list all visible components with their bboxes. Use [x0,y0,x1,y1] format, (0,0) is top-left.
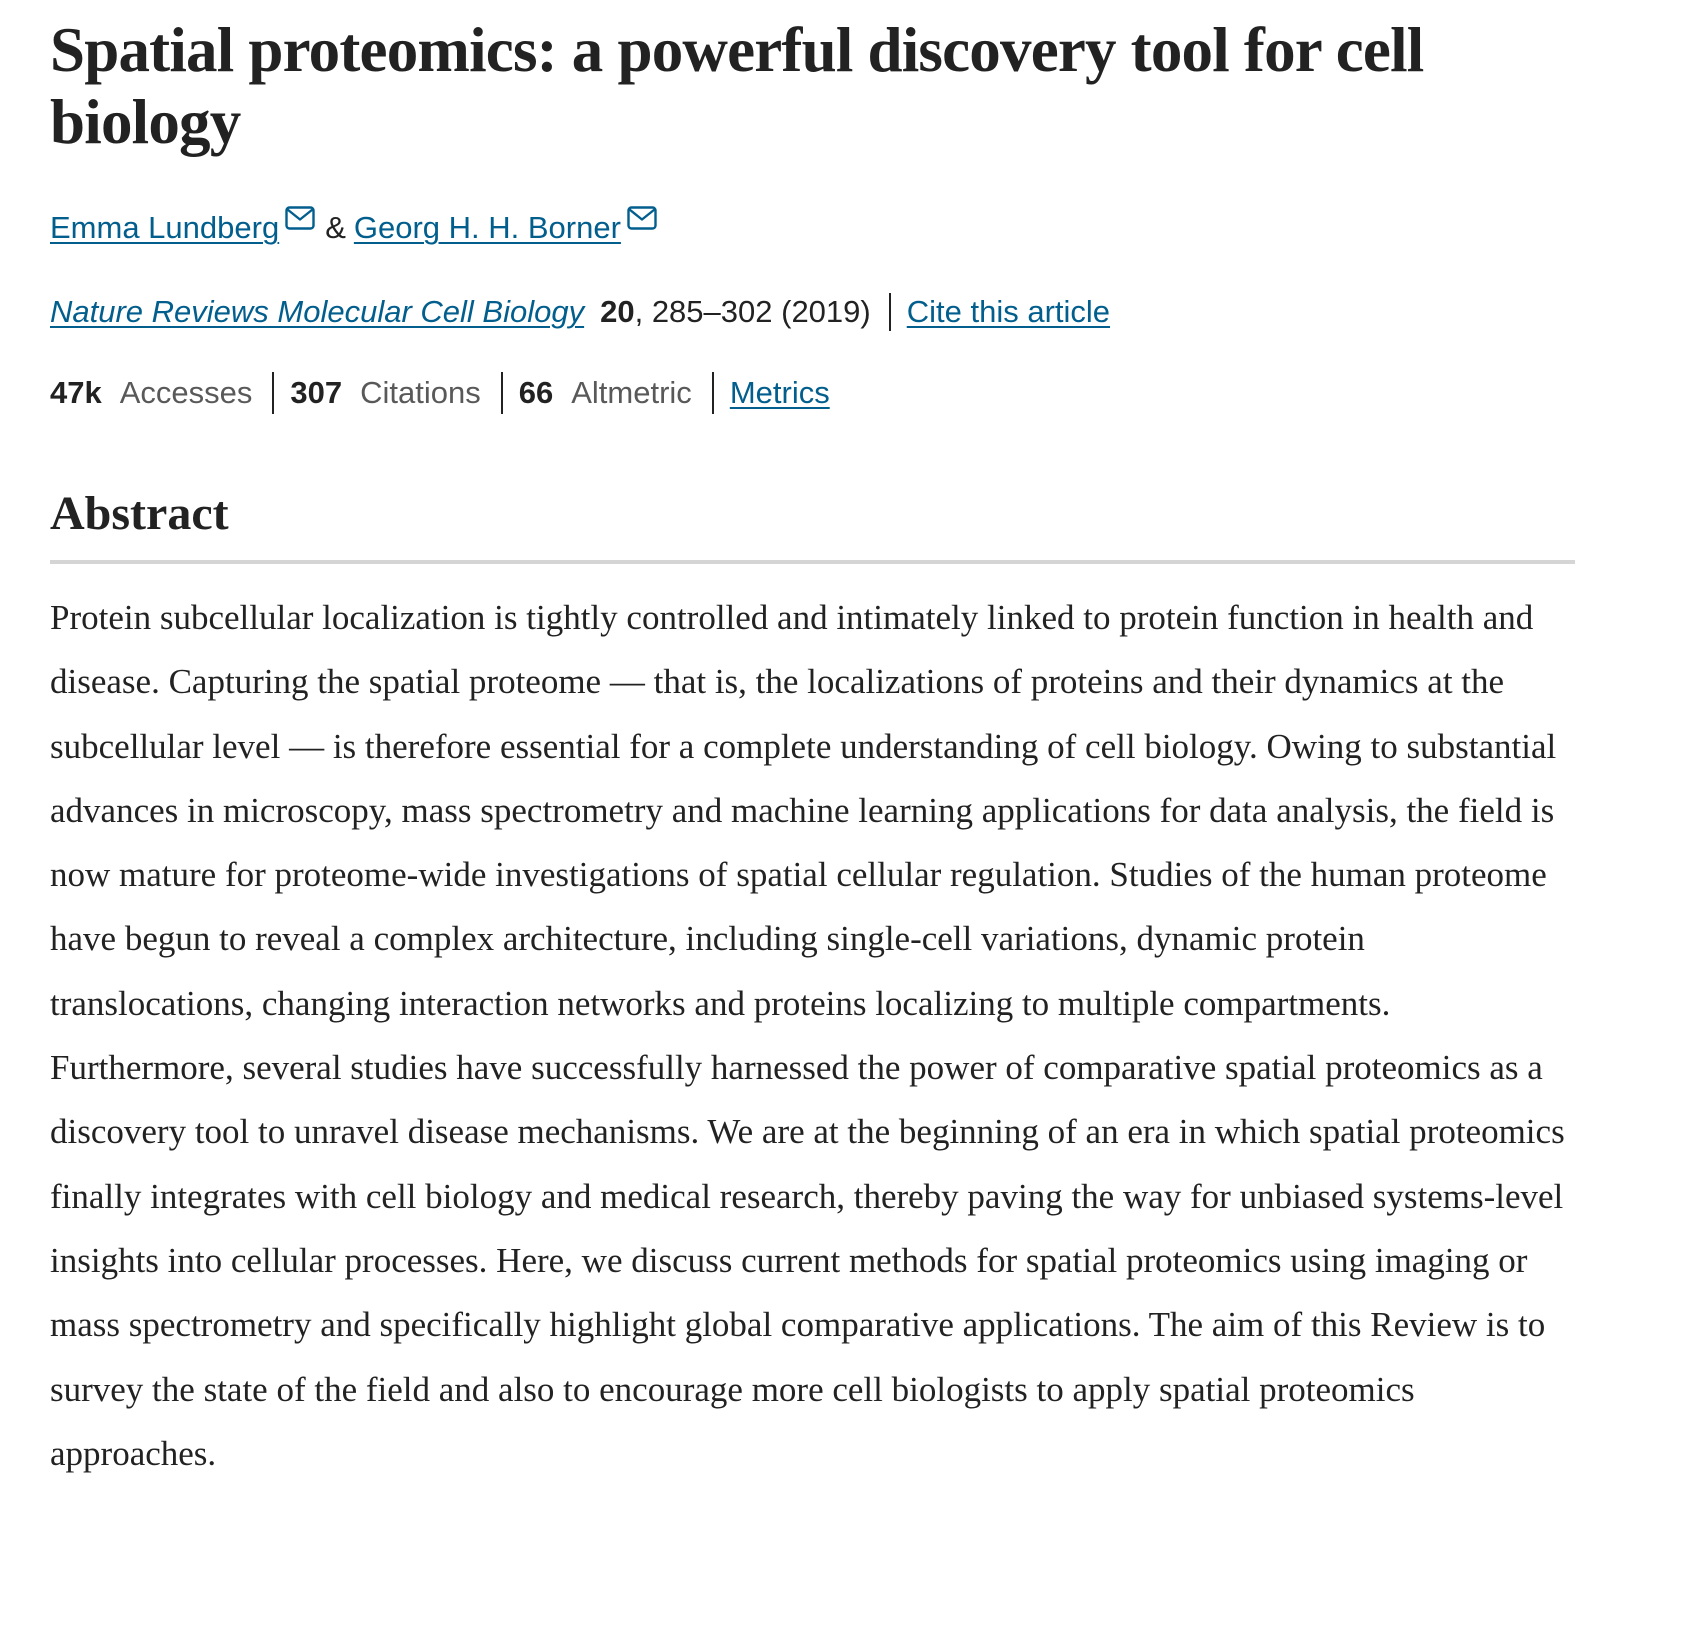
mail-icon[interactable] [627,206,657,230]
article-metrics [50,372,1570,414]
author-list [50,206,1570,248]
abstract-text: Protein subcellular localization is tightly controlled and intimately linked to protein function in health and disease. Capturing the spatial proteome — that is, the localizations of proteins and their dynamics at the subcellular level — is therefore essential for a complete understanding of cell biology. Owing to substantial advances in microscopy, mass spectrometry and machine learning applications for data analysis, the field is now mature for proteome-wide investigations of spatial cellular regulation. Studies of the human proteome have begun to reveal a complex architecture, including single-cell variations, dynamic protein translocations, changing interaction networks and proteins localizing to multiple compartments. Furthermore, several studies have successfully harnessed the power of comparative spatial proteomics as a discovery tool to unravel disease mechanisms. We are at the beginning of an era in which spatial proteomics finally integrates with cell biology and medical research, thereby paving the way for unbiased systems-level insights into cellular processes. Here, we discuss current methods for spatial proteomics using imaging or mass spectrometry and specifically highlight global comparative applications. The aim of this Review is to survey the state of the field and also to encourage more cell biologists to apply spatial proteomics approaches. [50,598,1565,1473]
divider [889,293,891,331]
mail-icon[interactable] [285,206,315,230]
abstract-heading: Abstract [50,487,229,540]
metrics-link[interactable]: Metrics [729,375,830,410]
altmetric-score: 66 [518,375,554,410]
journal-link[interactable]: Nature Reviews Molecular Cell Biology [50,294,585,329]
divider [501,372,503,414]
article-title: Spatial proteomics: a powerful discovery tool for cell biology [50,15,1424,157]
section-divider [50,560,1575,564]
journal-pages-year: , 285–302 (2019) [634,294,871,329]
author-link-lundberg[interactable]: Emma Lundberg [50,210,280,245]
citation-line [50,292,1570,332]
divider [712,372,714,414]
author-link-borner[interactable]: Georg H. H. Borner [353,210,621,245]
altmetric-label: Altmetric [571,375,692,410]
divider [272,372,274,414]
accesses-count: 47k [50,375,102,410]
article-header [50,0,1570,1486]
journal-volume: 20 [600,294,635,329]
cite-this-article-link[interactable]: Cite this article [906,294,1111,329]
author-separator: & [325,210,346,245]
citations-label: Citations [360,375,481,410]
citations-count: 307 [290,375,343,410]
accesses-label: Accesses [119,375,253,410]
